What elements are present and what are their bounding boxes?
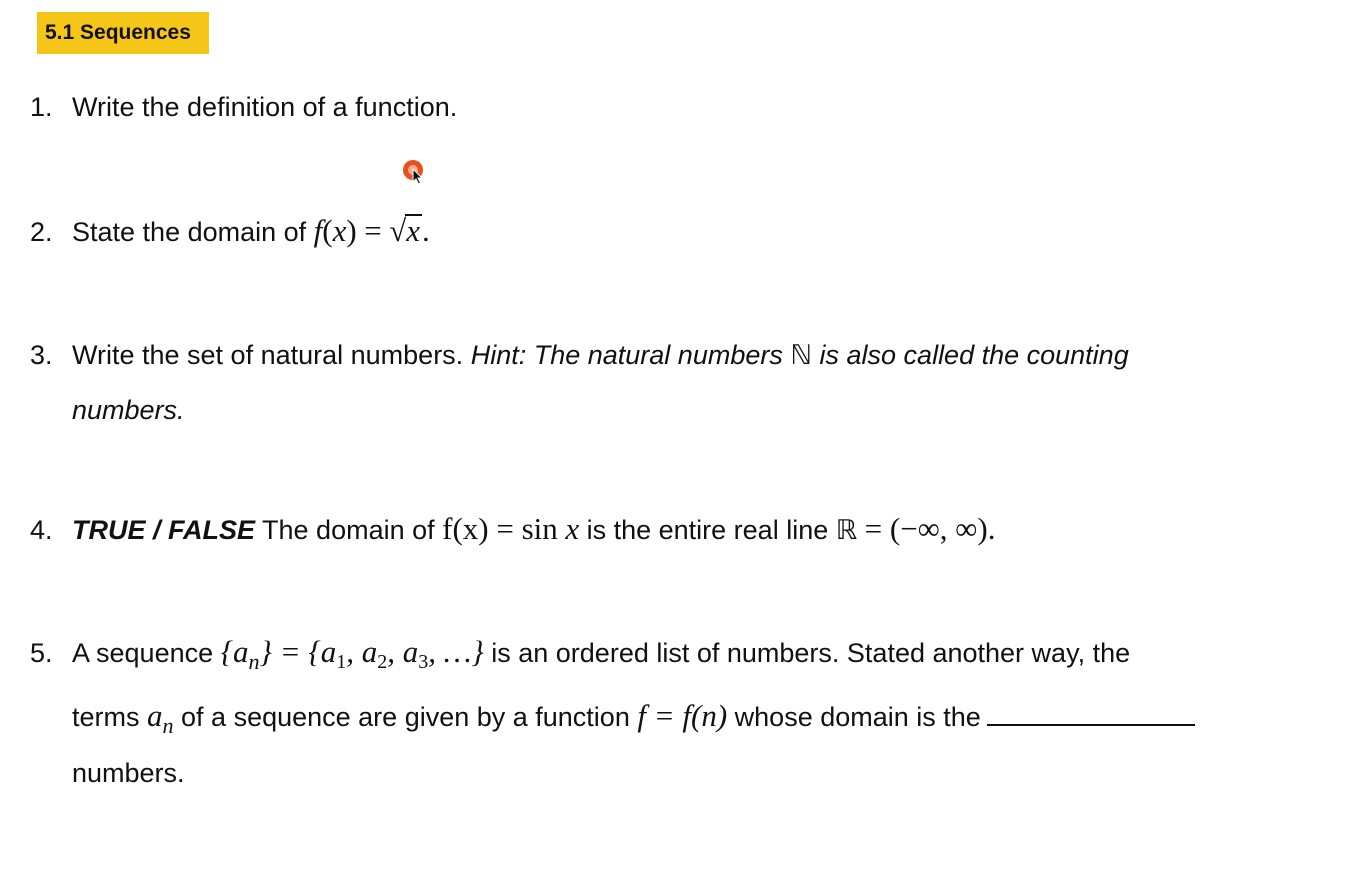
answer-blank[interactable] bbox=[987, 700, 1195, 726]
hint-text-continued: is also called the counting bbox=[819, 340, 1129, 370]
question-number: 5. bbox=[30, 638, 53, 668]
question-4 bbox=[30, 511, 996, 546]
question-text-continued: is the entire real line bbox=[586, 515, 829, 545]
question-3-continuation: numbers. bbox=[72, 395, 185, 425]
math-period: . bbox=[422, 213, 430, 248]
math-f: f bbox=[313, 213, 323, 248]
math-paren-close: ) bbox=[346, 213, 357, 248]
line-text: of a sequence are given by a function bbox=[181, 702, 630, 732]
seq-open: {a bbox=[220, 634, 249, 669]
question-text: Write the set of natural numbers. bbox=[72, 340, 464, 370]
sequence-notation bbox=[220, 634, 484, 674]
question-5 bbox=[30, 634, 1131, 677]
math-sqrt bbox=[389, 214, 422, 247]
function-notation: f = f(n) bbox=[637, 698, 728, 733]
seq-sub-1: 1 bbox=[336, 651, 347, 673]
sqrt-radicand: x bbox=[406, 213, 421, 248]
question-5-line-3: numbers. bbox=[72, 758, 185, 788]
real-numbers-symbol: ℝ bbox=[835, 515, 858, 546]
math-interval: = (−∞, ∞). bbox=[864, 511, 996, 546]
question-number: 3. bbox=[30, 340, 53, 370]
seq-end: , …} bbox=[428, 634, 484, 669]
term-sub-n: n bbox=[162, 713, 174, 738]
term-a: a bbox=[147, 698, 163, 733]
seq-a3: , a bbox=[387, 634, 419, 669]
term-an bbox=[147, 698, 174, 738]
question-text: The domain of bbox=[262, 515, 435, 545]
line-text: terms bbox=[72, 702, 140, 732]
math-equals: = bbox=[364, 213, 382, 248]
sqrt-symbol: √ bbox=[389, 213, 407, 248]
math-function: f(x) = sin bbox=[442, 511, 558, 546]
question-number: 2. bbox=[30, 217, 53, 247]
question-number: 4. bbox=[30, 515, 53, 545]
seq-mid: } = {a bbox=[259, 634, 337, 669]
math-paren-open: ( bbox=[322, 213, 333, 248]
section-tag: 5.1 Sequences bbox=[37, 12, 209, 54]
question-number: 1. bbox=[30, 92, 53, 122]
seq-sub-n: n bbox=[248, 649, 260, 674]
math-x: x bbox=[332, 213, 347, 248]
question-1 bbox=[30, 92, 457, 122]
question-3 bbox=[30, 340, 1129, 371]
seq-sub-2: 2 bbox=[377, 651, 388, 673]
question-text-continued: is an ordered list of numbers. Stated another way, the bbox=[491, 638, 1131, 668]
natural-numbers-symbol: ℕ bbox=[790, 340, 812, 371]
seq-sub-3: 3 bbox=[418, 651, 429, 673]
question-2 bbox=[30, 214, 430, 247]
question-text: Write the definition of a function. bbox=[72, 92, 458, 122]
hint-text: Hint: The natural numbers bbox=[470, 340, 783, 370]
seq-a2: , a bbox=[346, 634, 378, 669]
question-text: State the domain of bbox=[72, 217, 307, 247]
math-x: x bbox=[565, 511, 580, 546]
question-5-line-2 bbox=[72, 700, 1195, 741]
question-text: A sequence bbox=[72, 638, 214, 668]
line-text: whose domain is the bbox=[734, 702, 981, 732]
cursor-icon bbox=[401, 158, 427, 184]
true-false-label: TRUE / FALSE bbox=[72, 515, 256, 545]
